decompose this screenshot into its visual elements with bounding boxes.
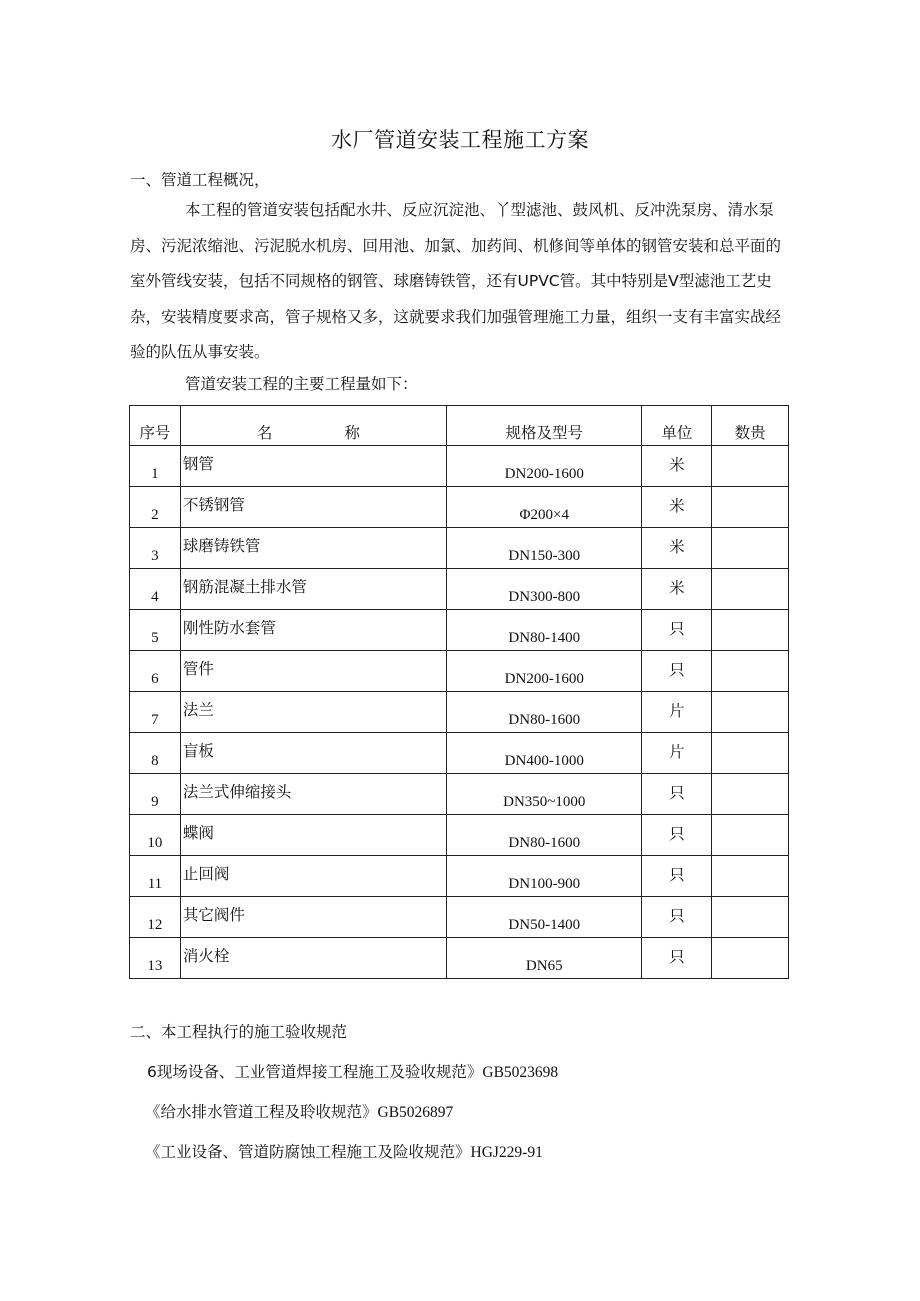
standard-item-1 (147, 1060, 558, 1082)
row-spec: DN200-1600 (447, 651, 642, 692)
row-unit: 米 (642, 487, 712, 528)
row-spec: DN100-900 (447, 856, 642, 897)
header-name (180, 406, 446, 446)
section-2-heading: 二、本工程执行的施工验收规范 (130, 1023, 348, 1041)
header-spec: 规格及型号 (447, 406, 642, 446)
row-unit: 只 (642, 610, 712, 651)
table-row (130, 651, 789, 692)
header-fee: 数贵 (712, 406, 789, 446)
row-name: 刚性防水套管 (180, 610, 446, 651)
row-spec: DN65 (447, 938, 642, 979)
row-name: 蝶阀 (180, 815, 446, 856)
table-row (130, 938, 789, 979)
row-fee (712, 815, 789, 856)
document-title: 水厂管道安装工程施工方案 (331, 128, 589, 152)
table-row (130, 528, 789, 569)
table-row (130, 856, 789, 897)
row-name: 止回阀 (180, 856, 446, 897)
table-intro: 管道安装工程的主要工程量如下： (185, 375, 418, 393)
row-fee (712, 856, 789, 897)
row-unit: 米 (642, 446, 712, 487)
table-row (130, 446, 789, 487)
standard-item-code: GB5026897 (377, 1104, 454, 1121)
row-spec: DN300-800 (447, 569, 642, 610)
row-fee (712, 774, 789, 815)
standard-item-3 (145, 1140, 543, 1162)
table-row (130, 610, 789, 651)
table-row (130, 897, 789, 938)
standard-item-text: 6现场设备、工业管道焊接工程施工及验收规范》 (147, 1063, 483, 1081)
table-row (130, 733, 789, 774)
table-row (130, 692, 789, 733)
row-index: 8 (130, 733, 181, 774)
row-index: 5 (130, 610, 181, 651)
row-spec: DN350~1000 (447, 774, 642, 815)
table-row (130, 487, 789, 528)
row-index: 9 (130, 774, 181, 815)
row-fee (712, 610, 789, 651)
row-name: 管件 (180, 651, 446, 692)
quantity-table (129, 405, 789, 979)
row-index: 6 (130, 651, 181, 692)
row-name: 钢管 (180, 446, 446, 487)
row-spec: DN400-1000 (447, 733, 642, 774)
row-spec: DN50-1400 (447, 897, 642, 938)
row-index: 1 (130, 446, 181, 487)
row-spec: DN150-300 (447, 528, 642, 569)
row-unit: 只 (642, 815, 712, 856)
row-fee (712, 651, 789, 692)
row-fee (712, 487, 789, 528)
row-unit: 只 (642, 897, 712, 938)
row-name: 盲板 (180, 733, 446, 774)
row-unit: 只 (642, 774, 712, 815)
row-fee (712, 938, 789, 979)
header-index: 序号 (130, 406, 181, 446)
header-name-part2: 称 (344, 424, 360, 442)
row-fee (712, 897, 789, 938)
row-fee (712, 692, 789, 733)
row-name: 其它阀件 (180, 897, 446, 938)
row-index: 2 (130, 487, 181, 528)
row-name: 钢筋混凝土排水管 (180, 569, 446, 610)
table-header-row (130, 406, 789, 446)
row-unit: 只 (642, 651, 712, 692)
row-index: 4 (130, 569, 181, 610)
row-spec: Φ200×4 (447, 487, 642, 528)
standard-item-2 (145, 1100, 453, 1122)
row-index: 7 (130, 692, 181, 733)
row-spec: DN80-1600 (447, 692, 642, 733)
row-fee (712, 733, 789, 774)
section-1-paragraph: 本工程的管道安装包括配水井、反应沉淀池、丫型滤池、鼓风机、反冲洗泵房、清水泵房、污泥浓缩池、污泥脱水机房、回用池、加氯、加药间、机修间等单体的钢管安装和总平面的室外管线安装，包括不同规格的钢管、球磨铸铁管，还有UPVC管。其中特别是V型滤池工艺史杂，安装精度要求高，管子规格又多，这就要求我们加强管理施工力量，组织一支有丰富实战经验的队伍从事安装。 (130, 201, 782, 361)
table-row (130, 815, 789, 856)
row-spec: DN80-1600 (447, 815, 642, 856)
row-fee (712, 569, 789, 610)
standard-item-text: 《工业设备、管道防腐蚀工程施工及险收规范》 (145, 1143, 471, 1161)
row-index: 3 (130, 528, 181, 569)
table-row (130, 569, 789, 610)
standard-item-text: 《给水排水管道工程及聆收规范》 (145, 1103, 378, 1121)
row-name: 法兰式伸缩接头 (180, 774, 446, 815)
standard-item-code: HGJ229-91 (470, 1144, 543, 1161)
row-unit: 片 (642, 733, 712, 774)
row-fee (712, 528, 789, 569)
row-spec: DN200-1600 (447, 446, 642, 487)
row-name: 消火栓 (180, 938, 446, 979)
row-fee (712, 446, 789, 487)
row-unit: 片 (642, 692, 712, 733)
row-unit: 只 (642, 856, 712, 897)
row-name: 球磨铸铁管 (180, 528, 446, 569)
row-unit: 只 (642, 938, 712, 979)
row-index: 12 (130, 897, 181, 938)
row-unit: 米 (642, 569, 712, 610)
row-index: 10 (130, 815, 181, 856)
row-unit: 米 (642, 528, 712, 569)
row-index: 13 (130, 938, 181, 979)
header-name-part1: 名 (256, 424, 273, 442)
standard-item-code: GB5023698 (482, 1064, 559, 1081)
section-1-heading: 一、管道工程概况， (130, 171, 270, 189)
row-name: 不锈钢管 (180, 487, 446, 528)
row-index: 11 (130, 856, 181, 897)
table-row (130, 774, 789, 815)
header-unit: 单位 (642, 406, 712, 446)
row-spec: DN80-1400 (447, 610, 642, 651)
row-name: 法兰 (180, 692, 446, 733)
